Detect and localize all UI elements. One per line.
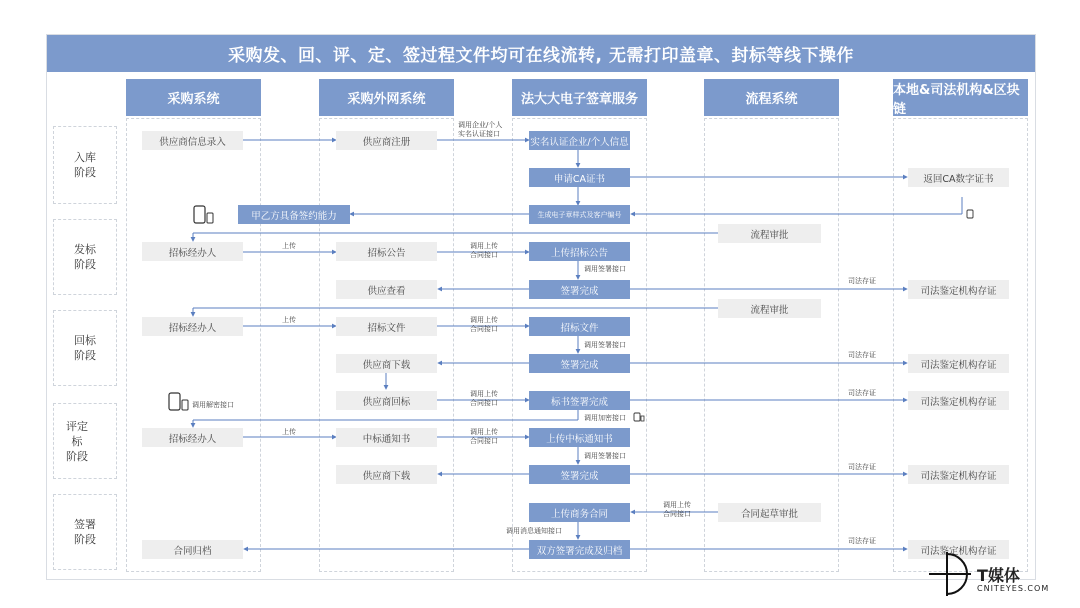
box-signed-1: 签署完成 (529, 280, 630, 299)
box-supplier-register: 供应商注册 (336, 131, 437, 150)
phone-tablet-icon (193, 205, 215, 224)
label-judicial-2: 司法存证 (848, 351, 876, 359)
diagram-title: 采购发、回、评、定、签过程文件均可在线流转, 无需打印盖章、封标等线下操作 (47, 35, 1035, 72)
box-judicial-deposit-2: 司法鉴定机构存证 (908, 354, 1009, 373)
logo-mark-icon (925, 550, 975, 600)
label-notify-api: 调用消息通知接口 (506, 527, 562, 535)
column-header-judicial: 本地&司法机构&区块链 (893, 79, 1028, 116)
box-return-ca: 返回CA数字证书 (908, 168, 1009, 187)
box-judicial-deposit-5: 司法鉴定机构存证 (908, 540, 1009, 559)
box-signed-3: 签署完成 (529, 465, 630, 484)
box-supplier-bid-return: 供应商回标 (336, 391, 437, 410)
box-generate-seal: 生成电子章样式及客户编号 (529, 205, 630, 224)
box-upload-contract: 上传商务合同 (529, 503, 630, 522)
column-header-procurement: 采购系统 (126, 79, 261, 116)
phone-tablet-icon-2 (168, 392, 190, 411)
box-judicial-deposit-4: 司法鉴定机构存证 (908, 465, 1009, 484)
device-icon (633, 412, 645, 422)
stage-evaluation: 评定标 阶段 (53, 403, 117, 479)
box-upload-award-notice: 上传中标通知书 (529, 428, 630, 447)
logo-name: T媒体 (977, 566, 1020, 585)
box-award-notice: 中标通知书 (336, 428, 437, 447)
box-judicial-deposit-3: 司法鉴定机构存证 (908, 391, 1009, 410)
phone-icon (966, 209, 974, 219)
label-upload-api-3: 调用上传 合同接口 (470, 390, 498, 407)
label-realname-api: 调用企业/个人 实名认证接口 (458, 121, 503, 138)
box-tender-agent-2: 招标经办人 (142, 317, 243, 336)
box-judicial-deposit-1: 司法鉴定机构存证 (908, 280, 1009, 299)
column-header-esign: 法大大电子签章服务 (512, 79, 647, 116)
label-upload-1: 上传 (282, 242, 296, 250)
box-signing-capability: 甲乙方具备签约能力 (238, 205, 350, 224)
box-tender-agent-1: 招标经办人 (142, 242, 243, 261)
box-workflow-approval-2: 流程审批 (718, 299, 821, 318)
label-sign-api-3: 调用签署接口 (584, 452, 626, 460)
label-judicial-4: 司法存证 (848, 463, 876, 471)
box-upload-tender-notice: 上传招标公告 (529, 242, 630, 261)
box-both-signed-archive: 双方签署完成及归档 (529, 540, 630, 559)
label-upload-api-4: 调用上传 合同接口 (470, 428, 498, 445)
label-sign-api-2: 调用签署接口 (584, 341, 626, 349)
box-tender-agent-3: 招标经办人 (142, 428, 243, 447)
box-workflow-approval-1: 流程审批 (718, 224, 821, 243)
box-signed-2: 签署完成 (529, 354, 630, 373)
column-header-extranet: 采购外网系统 (319, 79, 454, 116)
logo-domain: CNITEYES.COM (977, 584, 1050, 593)
box-contract-archive: 合同归档 (142, 540, 243, 559)
box-supplier-download-1: 供应商下载 (336, 354, 437, 373)
stage-tender-release: 发标 阶段 (53, 219, 117, 295)
tmedia-logo (925, 550, 1075, 600)
box-apply-ca: 申请CA证书 (529, 168, 630, 187)
label-upload-api-2: 调用上传 合同接口 (470, 316, 498, 333)
box-tender-doc: 招标文件 (336, 317, 437, 336)
label-upload-3: 上传 (282, 428, 296, 436)
label-upload-api-5: 调用上传 合同接口 (663, 501, 691, 518)
label-judicial-5: 司法存证 (848, 537, 876, 545)
label-judicial-1: 司法存证 (848, 277, 876, 285)
box-supplier-download-2: 供应商下载 (336, 465, 437, 484)
label-encrypt-api: 调用加密接口 (584, 414, 626, 422)
stage-intake: 入库 阶段 (53, 126, 117, 204)
box-bid-signed: 标书签署完成 (529, 391, 630, 410)
stage-signing: 签署 阶段 (53, 494, 117, 570)
label-upload-2: 上传 (282, 316, 296, 324)
box-contract-draft-approval: 合同起草审批 (718, 503, 821, 522)
column-header-workflow: 流程系统 (704, 79, 839, 116)
label-decrypt-api: 调用解密接口 (192, 401, 234, 409)
label-upload-api-1: 调用上传 合同接口 (470, 242, 498, 259)
box-supplier-info-entry: 供应商信息录入 (142, 131, 243, 150)
box-tender-doc-esign: 招标文件 (529, 317, 630, 336)
box-tender-notice: 招标公告 (336, 242, 437, 261)
box-supplier-view: 供应查看 (336, 280, 437, 299)
label-judicial-3: 司法存证 (848, 389, 876, 397)
label-sign-api-1: 调用签署接口 (584, 265, 626, 273)
stage-bid-return: 回标 阶段 (53, 310, 117, 386)
box-realname-auth: 实名认证企业/个人信息 (529, 131, 630, 150)
